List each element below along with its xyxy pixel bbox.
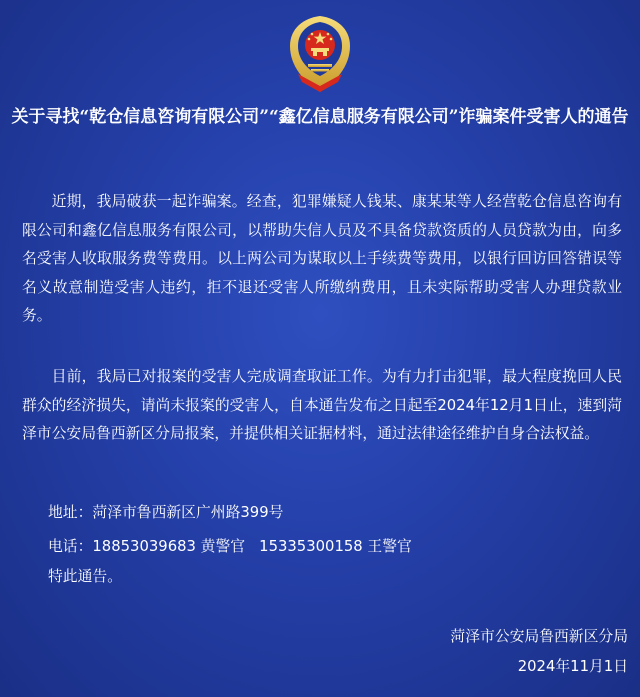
signature-organization: 菏泽市公安局鲁西新区分局 [450,628,628,645]
notice-title: 关于寻找“乾仓信息咨询有限公司”“鑫亿信息服务有限公司”诈骗案件受害人的通告 [11,107,629,127]
signature-date: 2024年11月1日 [517,658,628,675]
contact-address: 地址：菏泽市鲁西新区广州路399号 [48,504,284,521]
closing-notice: 特此通告。 [48,568,122,585]
body-paragraph-2: 目前，我局已对报案的受害人完成调查取证工作。为有力打击犯罪，最大程度挽回人民群众的经济损失，请尚未报案的受害人，自本通告发布之日起至2024年12月1日止，速到菏泽市公安局鲁西新区分局报案，并提供相关证据材料，通过法律途径维护自身合法权益。 [22,368,622,442]
contact-phone: 电话：18853039683 黄警官 15335300158 王警官 [48,538,412,555]
body-paragraph-1: 近期，我局破获一起诈骗案。经查，犯罪嫌疑人钱某、康某某等人经营乾仓信息咨询有限公司和鑫亿信息服务有限公司，以帮助失信人员及不具备贷款资质的人员贷款为由，向多名受害人收取服务费等费用。以上两公司为谋取以上手续费等费用，以银行回访回答错误等名义故意制造受害人违约，拒不退还受害人所缴纳费用，且未实际帮助受害人办理贷款业务。 [22,193,622,324]
police-emblem-icon [284,12,356,96]
